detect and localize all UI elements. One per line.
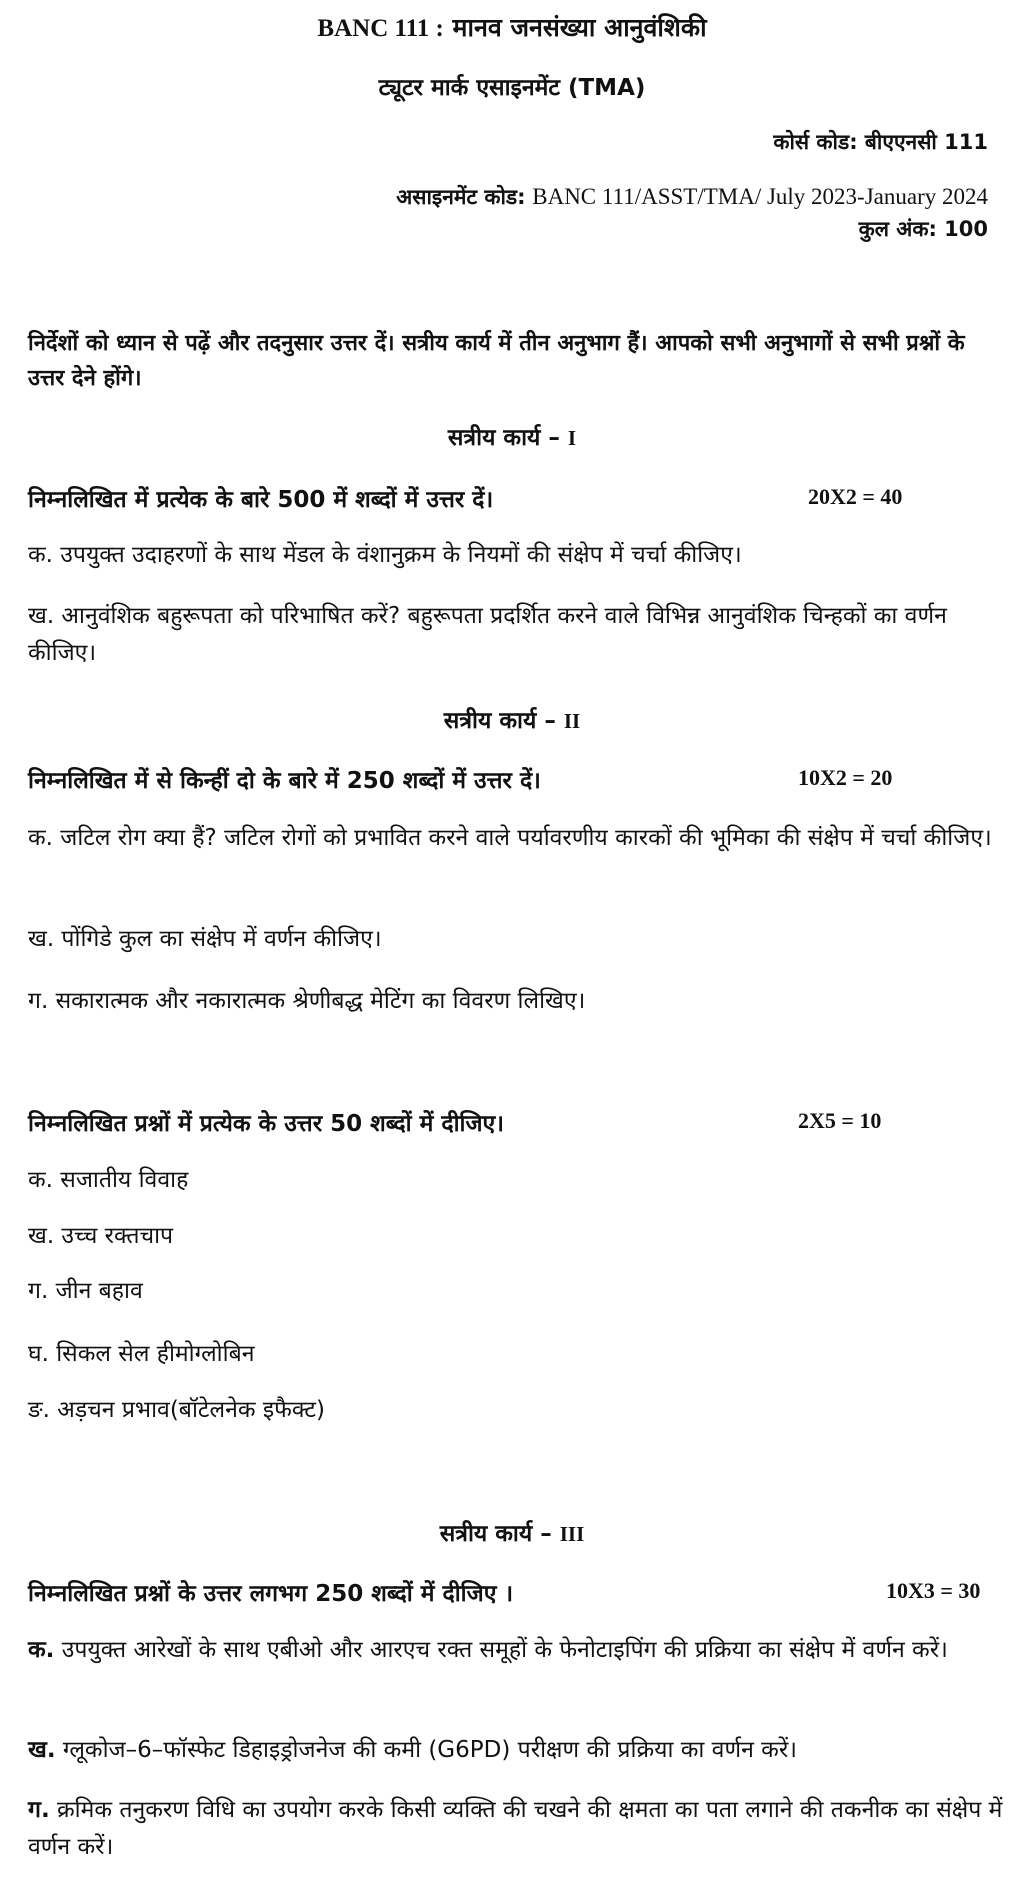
total-marks xyxy=(859,215,988,243)
section-2-short-item-5: ङ. अड़चन प्रभाव(बॉटेलनेक इफैक्ट) xyxy=(28,1397,325,1423)
section-2-short-item-4: घ. सिकल सेल हीमोग्लोबिन xyxy=(28,1341,255,1367)
section-2-roman: II xyxy=(563,709,581,733)
section-3-item-2 xyxy=(28,1732,1003,1769)
page-title xyxy=(0,10,1024,44)
section-3-heading-text: सत्रीय कार्य – xyxy=(439,1521,552,1547)
section-1-item-1: क. उपयुक्त उदाहरणों के साथ मेंडल के वंशानुक्रम के नियमों की संक्षेप में चर्चा कीजिए। xyxy=(28,542,742,568)
course-code-label: कोर्स कोड: xyxy=(773,130,858,154)
section-3-item-1 xyxy=(28,1632,1003,1669)
section-1-item-2: ख. आनुवंशिक बहुरूपता को परिभाषित करें? बहुरूपता प्रदर्शित करने वाले विभिन्न आनुवंशिक चिन्हकों का वर्णन कीजिए। xyxy=(28,603,947,666)
assignment-code-label: असाइनमेंट कोड: xyxy=(396,185,526,209)
total-marks-label: कुल अंक: xyxy=(858,217,937,241)
course-title-code: BANC 111 : xyxy=(317,15,444,42)
section-2-short-item-2: ख. उच्च रक्तचाप xyxy=(28,1223,174,1249)
section-3-item-3-text: क्रमिक तनुकरण विधि का उपयोग करके किसी व्यक्ति की चखने की क्षमता का पता लगाने की तकनीक का संक्षेप में वर्णन करें। xyxy=(28,1797,1003,1860)
instructions: निर्देशों को ध्यान से पढ़ें और तदनुसार उत्तर दें। सत्रीय कार्य में तीन अनुभाग हैं। आपको सभी अनुभागों से सभी प्रश्नों के उत्तर देने होंगे। xyxy=(28,331,965,391)
section-2-marks: 10X2 = 20 xyxy=(798,765,893,790)
section-3-item-1-label: क. xyxy=(28,1637,55,1663)
section-1-marks: 20X2 = 40 xyxy=(808,484,903,509)
section-2-short-question-heading: निम्नलिखित प्रश्नों में प्रत्येक के उत्तर 50 शब्दों में दीजिए। xyxy=(28,1111,504,1137)
section-2-short-item-3: ग. जीन बहाव xyxy=(28,1278,143,1304)
section-3-question-heading: निम्नलिखित प्रश्नों के उत्तर लगभग 250 शब्दों में दीजिए । xyxy=(28,1581,514,1607)
course-code-value: बीएएनसी 111 xyxy=(864,130,988,154)
section-1-heading xyxy=(0,420,1024,452)
section-3-item-3-label: ग. xyxy=(28,1797,50,1823)
section-3-marks: 10X3 = 30 xyxy=(886,1578,981,1603)
course-code xyxy=(773,128,988,156)
section-2-item-2: ख. पोंगिडे कुल का संक्षेप में वर्णन कीजिए। xyxy=(28,926,382,952)
section-3-item-1-text: उपयुक्त आरेखों के साथ एबीओ और आरएच रक्त समूहों के फेनोटाइपिंग की प्रक्रिया का संक्षेप में वर्णन करें। xyxy=(54,1637,948,1663)
section-3-roman: III xyxy=(559,1522,585,1546)
section-3-heading xyxy=(0,1516,1024,1548)
total-marks-value: 100 xyxy=(944,217,988,241)
section-1-roman: I xyxy=(567,426,577,450)
section-1-heading-text: सत्रीय कार्य – xyxy=(447,425,560,451)
section-2-question-heading: निम्नलिखित में से किन्हीं दो के बारे में 250 शब्दों में उत्तर दें। xyxy=(28,768,541,794)
section-3-item-2-text: ग्लूकोज–6–फॉस्फेट डिहाइड्रोजनेज की कमी (G6PD) परीक्षण की प्रक्रिया का वर्णन करें। xyxy=(55,1737,797,1763)
section-2-short-item-1: क. सजातीय विवाह xyxy=(28,1167,189,1193)
section-2-heading xyxy=(0,703,1024,735)
section-3-item-3 xyxy=(28,1792,1003,1866)
course-title-text: मानव जनसंख्या आनुवंशिकी xyxy=(452,13,707,42)
section-1-question-heading: निम्नलिखित में प्रत्येक के बारे 500 में शब्दों में उत्तर दें। xyxy=(28,487,494,513)
section-2-heading-text: सत्रीय कार्य – xyxy=(443,708,556,734)
section-2-short-marks: 2X5 = 10 xyxy=(798,1108,882,1133)
section-2-item-3: ग. सकारात्मक और नकारात्मक श्रेणीबद्ध मेटिंग का विवरण लिखिए। xyxy=(28,988,586,1014)
assignment-code-value: BANC 111/ASST/TMA/ July 2023-January 2024 xyxy=(532,184,988,209)
section-3-item-2-label: ख. xyxy=(28,1737,56,1763)
section-2-item-1: क. जटिल रोग क्या हैं? जटिल रोगों को प्रभावित करने वाले पर्यावरणीय कारकों की भूमिका की संक्षेप में चर्चा कीजिए। xyxy=(28,825,992,851)
page-subtitle: ट्यूटर मार्क एसाइनमेंट (TMA) xyxy=(378,75,646,101)
assignment-code xyxy=(396,183,988,211)
